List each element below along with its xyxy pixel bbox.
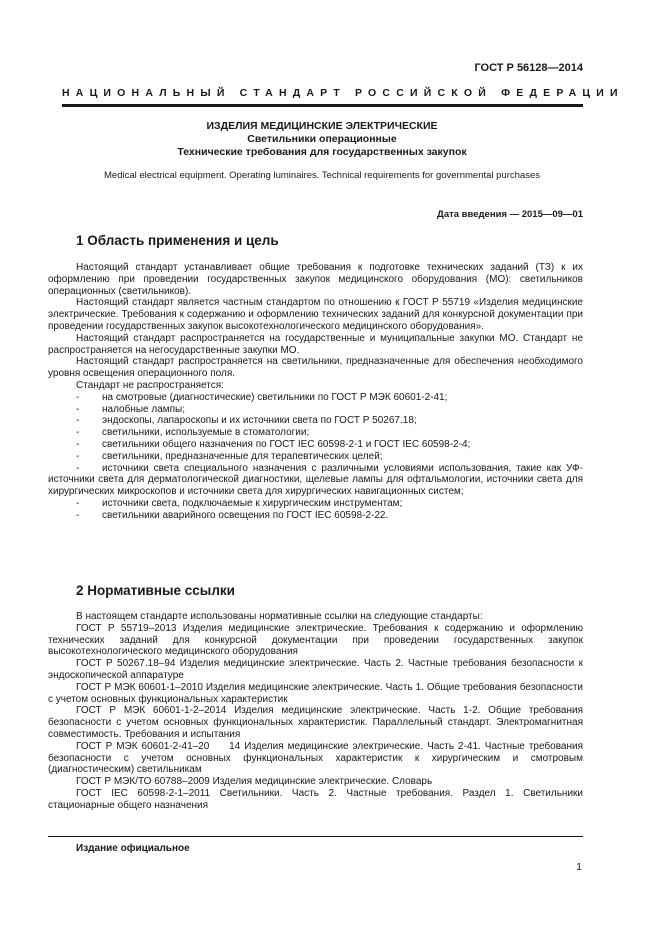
list-item: - светильники, используемые в стоматологии;	[76, 427, 310, 439]
paragraph: В настоящем стандарте использованы нормативные ссылки на следующие стандарты:	[76, 611, 483, 622]
reference-item: ГОСТ Р МЭК/ТО 60788–2009 Изделия медицинские электрические. Словарь	[76, 776, 433, 788]
edition-label: Издание официальное	[76, 843, 190, 854]
document-title	[62, 120, 582, 159]
footer-divider	[48, 836, 583, 837]
list-item: - на смотровые (диагностические) светильники по ГОСТ Р МЭК 60601-2-41;	[76, 391, 448, 403]
paragraph: Стандарт не распространяется:	[76, 379, 224, 391]
page-number: 1	[576, 861, 582, 873]
paragraph: Настоящий стандарт является частным стандартом по отношению к ГОСТ Р 55719 «Изделия медицинские электрические. Требования к содержанию и оформлению технических заданий для конкурсной документации при проведении государственных закупок высокотехнологического медицинского оборудования».	[48, 297, 583, 332]
header-divider	[62, 104, 583, 107]
reference-item: ГОСТ Р МЭК 60601-2-41–20 14 Изделия медицинские электрические. Часть 2-41. Частные требования безопасности с учетом основных функциональных характеристик к хирургическим и смотровым (диагностическим) светильникам	[48, 740, 586, 776]
title-line-3: Технические требования для государственных закупок	[177, 146, 467, 158]
reference-item: ГОСТ IEC 60598-2-1–2011 Светильники. Часть 2. Частные требования. Раздел 1. Светильники стационарные общего назначения	[48, 787, 583, 811]
list-item: - эндоскопы, лапароскопы и их источники света по ГОСТ Р 50267.18;	[76, 415, 417, 427]
reference-item: ГОСТ Р МЭК 60601-1-2–2014 Изделия медицинские электрические. Часть 1-2. Общие требования безопасности с учетом основных функциональных характеристик. Параллельный стандарт. Электромагнитная совместимость. Требования и испытания	[48, 705, 583, 740]
list-item: - источники света, подключаемые к хирургическим инструментам;	[76, 497, 403, 509]
english-title: Medical electrical equipment. Operating luminaires. Technical requirements for governmental purchases	[104, 170, 540, 181]
section-2-body	[48, 611, 586, 812]
section-2-heading: 2 Нормативные ссылки	[76, 583, 235, 598]
list-item-long: - источники света специального назначения с различными условиями использования, такие как УФ-источники света для дерматологической диагностики, щелевые лампы для офтальмологии, источники света для хирургических микроскопов и источники света для хирургических навигационных систем;	[48, 462, 583, 498]
list-item: - светильники аварийного освещения по ГОСТ IEC 60598-2-22.	[76, 509, 389, 521]
introduction-date: Дата введения — 2015—09—01	[437, 209, 583, 220]
paragraph: Настоящий стандарт распространяется на государственные и муниципальные закупки МО. Стандарт не распространяется на негосударственные закупки МО.	[48, 332, 583, 356]
standard-number: ГОСТ Р 56128—2014	[474, 62, 583, 74]
paragraph: Настоящий стандарт устанавливает общие требования к подготовке технических заданий (ТЗ) к их оформлению при проведении государственных закупок медицинского оборудования (МО): светильников операционных (светильников).	[48, 262, 583, 297]
list-item: - светильники, предназначенные для терапевтических целей;	[76, 450, 383, 462]
reference-item: ГОСТ Р 50267.18–94 Изделия медицинские электрические. Часть 2. Частные требования безопасности к эндоскопической аппаратуре	[48, 658, 583, 681]
national-standard-title: НАЦИОНАЛЬНЫЙ СТАНДАРТ РОССИЙСКОЙ ФЕДЕРАЦИИ	[62, 87, 624, 99]
title-line-1: ИЗДЕЛИЯ МЕДИЦИНСКИЕ ЭЛЕКТРИЧЕСКИЕ	[206, 120, 438, 132]
section-1-body	[48, 262, 583, 522]
section-1-heading: 1 Область применения и цель	[76, 233, 279, 248]
list-item: - светильники общего назначения по ГОСТ IEC 60598-2-1 и ГОСТ IEC 60598-2-4;	[76, 438, 471, 450]
list-item: - налобные лампы;	[76, 403, 186, 415]
reference-item: ГОСТ Р 55719–2013 Изделия медицинские электрические. Требования к содержанию и оформлению технических заданий для конкурсной документации при проведении государственных закупок высокотехнологического медицинского оборудования	[48, 622, 583, 658]
reference-item: ГОСТ Р МЭК 60601-1–2010 Изделия медицинские электрические. Часть 1. Общие требования безопасности с учетом основных функциональных характеристик	[48, 681, 583, 705]
title-line-2: Светильники операционные	[247, 133, 397, 145]
paragraph: Настоящий стандарт распространяется на светильники, предназначенные для обеспечения необходимого уровня освещения операционного поля.	[48, 356, 583, 380]
